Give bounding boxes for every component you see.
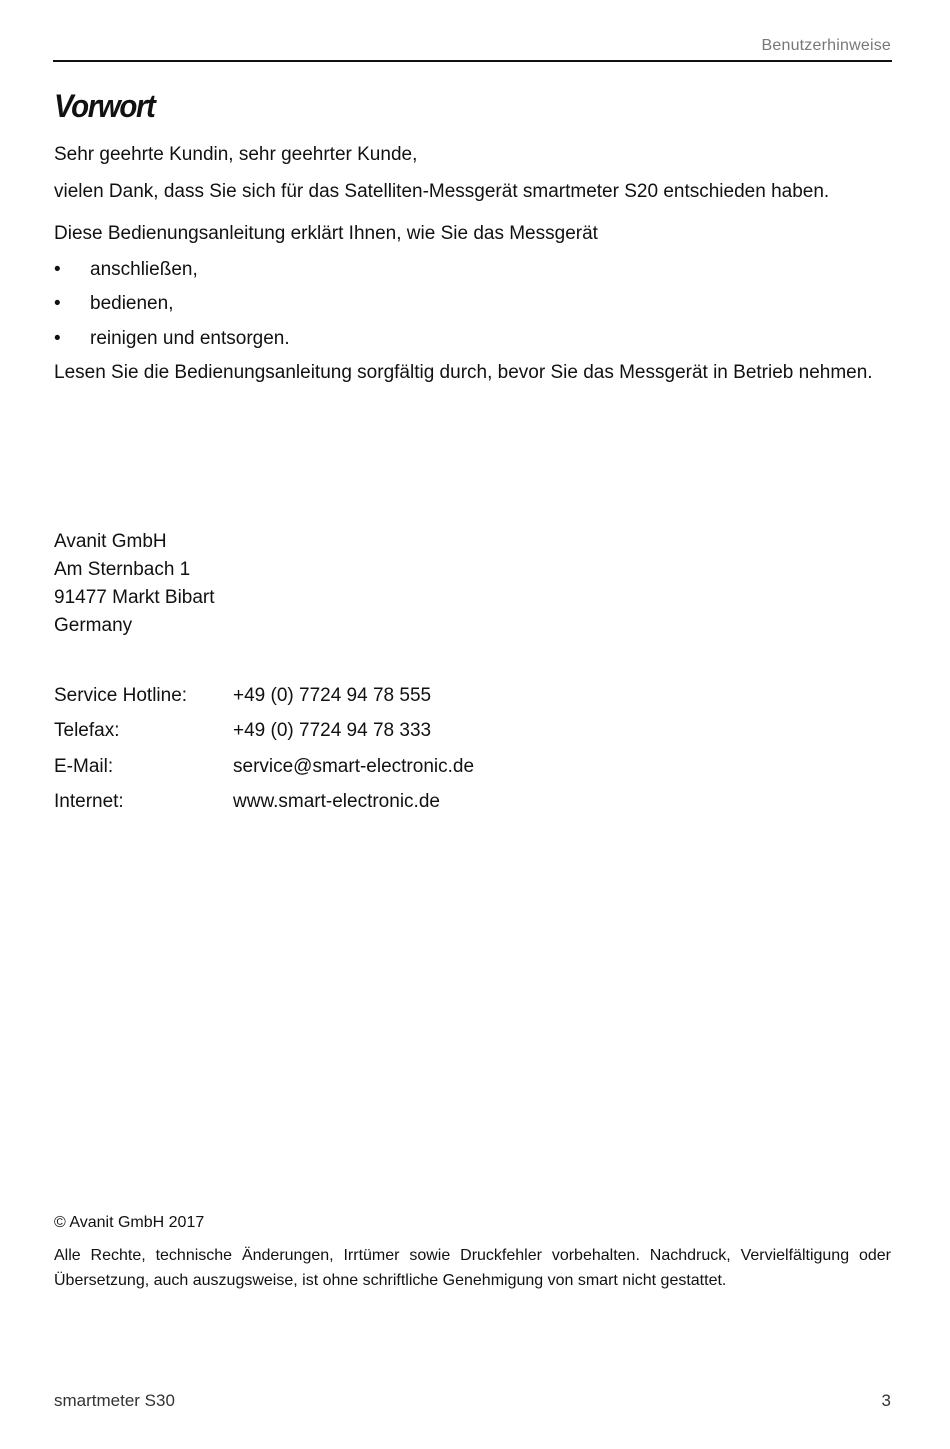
company-name: Avanit GmbH [54,531,167,552]
list-item-text: reinigen und entsorgen. [90,328,290,349]
street-address: Am Sternbach 1 [54,559,191,580]
hotline-value: +49 (0) 7724 94 78 555 [233,685,432,706]
page-title: Vorwort [54,88,155,124]
footer-product: smartmeter S30 [54,1391,175,1410]
page-number: 3 [881,1391,891,1410]
list-item-text: anschließen, [90,259,198,280]
explains-text: Diese Bedienungsanleitung erklärt Ihnen, wie Sie das Messgerät [54,223,598,244]
bullet-icon: • [54,328,61,349]
thanks-text: vielen Dank, dass Sie sich für das Satelliten-Messgerät smartmeter S20 entschieden haben. [54,181,830,202]
copyright-text: © Avanit GmbH 2017 [54,1214,205,1231]
city-address: 91477 Markt Bibart [54,587,215,608]
greeting-text: Sehr geehrte Kundin, sehr geehrter Kunde, [54,144,418,165]
email-link[interactable]: service@smart-electronic.de [233,756,475,777]
telefax-value: +49 (0) 7724 94 78 333 [233,720,432,741]
list-item-text: bedienen, [90,293,174,314]
bullet-icon: • [54,259,61,280]
internet-label: Internet: [54,791,124,812]
hotline-label: Service Hotline: [54,685,188,706]
website-link[interactable]: www.smart-electronic.de [233,791,440,812]
bullet-icon: • [54,293,61,314]
email-label: E-Mail: [54,756,114,777]
rights-notice: Alle Rechte, technische Änderungen, Irrtümer sowie Druckfehler vorbehalten. Nachdruck, Vervielfältigung oder Übersetzung, auch auszugsweise, ist ohne schriftliche Genehmigung von smart nicht gestattet. [54,1247,891,1289]
running-header: Benutzerhinweise [761,37,891,54]
header-divider [53,60,892,62]
country-address: Germany [54,615,133,636]
telefax-label: Telefax: [54,720,120,741]
read-note-text: Lesen Sie die Bedienungsanleitung sorgfältig durch, bevor Sie das Messgerät in Betrieb nehmen. [54,362,873,383]
